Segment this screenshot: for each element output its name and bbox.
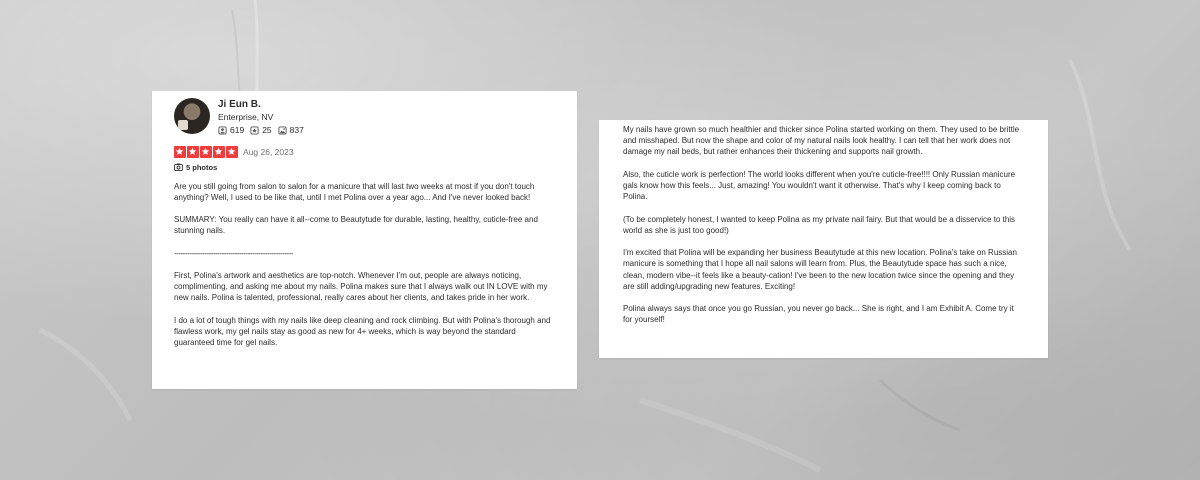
review-paragraph: My nails have grown so much healthier and thicker since Polina started working on them. They used to be brittle and misshaped. But now the shape and color of my natural nails look healthy. I can tell that her work does not damage my nail beds, but rather enhances their thickening and supports nail growth. <box>623 125 1020 157</box>
photos-stat <box>278 124 304 136</box>
avatar[interactable] <box>174 98 210 134</box>
star-icon <box>174 146 186 158</box>
star-icon <box>187 146 199 158</box>
user-name[interactable]: Ji Eun B. <box>218 99 261 110</box>
review-card-ji-eun <box>152 91 577 389</box>
friends-stat <box>218 124 244 136</box>
rating-row <box>174 146 555 158</box>
user-stats <box>218 124 310 136</box>
friends-count: 619 <box>230 125 245 135</box>
reviews-icon <box>250 126 259 135</box>
reviews-stat <box>250 124 271 136</box>
review-paragraph: I'm excited that Polina will be expanding her business Beautytude at this new location. Polina's take on Russian manicure is something that I hope all nail salons will learn from. Plus, the Beautytude space has such a nice, clean, modern vibe--it feels like a beauty-cation! I've been to the new location twice since the opening and they are still adding/upgrading new features. Exciting! <box>623 248 1017 291</box>
review-paragraph: Polina always says that once you go Russian, you never go back... She is right, and I am Exhibit A. Come try it for yourself! <box>623 304 1014 325</box>
reviews-count: 25 <box>262 125 272 135</box>
user-info <box>218 98 310 136</box>
review-header <box>174 98 555 136</box>
camera-icon <box>174 163 183 171</box>
friends-icon <box>218 126 227 135</box>
review-body <box>174 181 555 349</box>
photos-count: 837 <box>289 125 304 135</box>
photos-count-icon <box>278 126 287 135</box>
photos-link[interactable] <box>174 163 555 172</box>
review-date: Aug 26, 2023 <box>243 146 294 157</box>
review-paragraph: First, Polina's artwork and aesthetics are top-notch. Whenever I'm out, people are always noticing, complimenting, and asking me about my nails. Polina makes sure that I always walk out IN LOVE with my new nails. Polina is talented, professional, really cares about her clients, and takes pride in her work. <box>174 271 548 303</box>
review-paragraph: SUMMARY: You really can have it all--come to Beautytude for durable, lasting, healthy, cuticle-free and stunning nails. <box>174 215 538 236</box>
star-rating <box>174 146 239 158</box>
star-icon <box>213 146 225 158</box>
review-paragraph: Also, the cuticle work is perfection! The world looks different when you're cuticle-free!!!! Only Russian manicure gals know how this feels... Just, amazing! You wouldn't want it otherwise. That's why I keep coming back to Polina. <box>623 169 1016 202</box>
review-paragraph: Are you still going from salon to salon for a manicure that will last two weeks at most if you don't touch anything? Well, I used to be like that, until I met Polina over a year ago... And I've never looked back! <box>174 181 535 202</box>
user-location: Enterprise, NV <box>218 112 274 122</box>
review-card-continued <box>599 120 1048 358</box>
review-divider: ------------------------------------------------------- <box>174 248 294 258</box>
review-paragraph: (To be completely honest, I wanted to keep Polina as my private nail fairy. But that would be a disservice to this world as she is just too good!) <box>623 214 1016 235</box>
review-body-continued <box>623 124 1023 326</box>
star-icon <box>200 146 212 158</box>
star-icon <box>226 146 238 158</box>
photos-label: 5 photos <box>186 162 218 172</box>
review-paragraph: I do a lot of tough things with my nails like deep cleaning and rock climbing. But with Polina's thorough and flawless work, my gel nails stay as good as new for 4+ weeks, which is way beyond the standard guaranteed time for gel nails. <box>174 315 551 348</box>
